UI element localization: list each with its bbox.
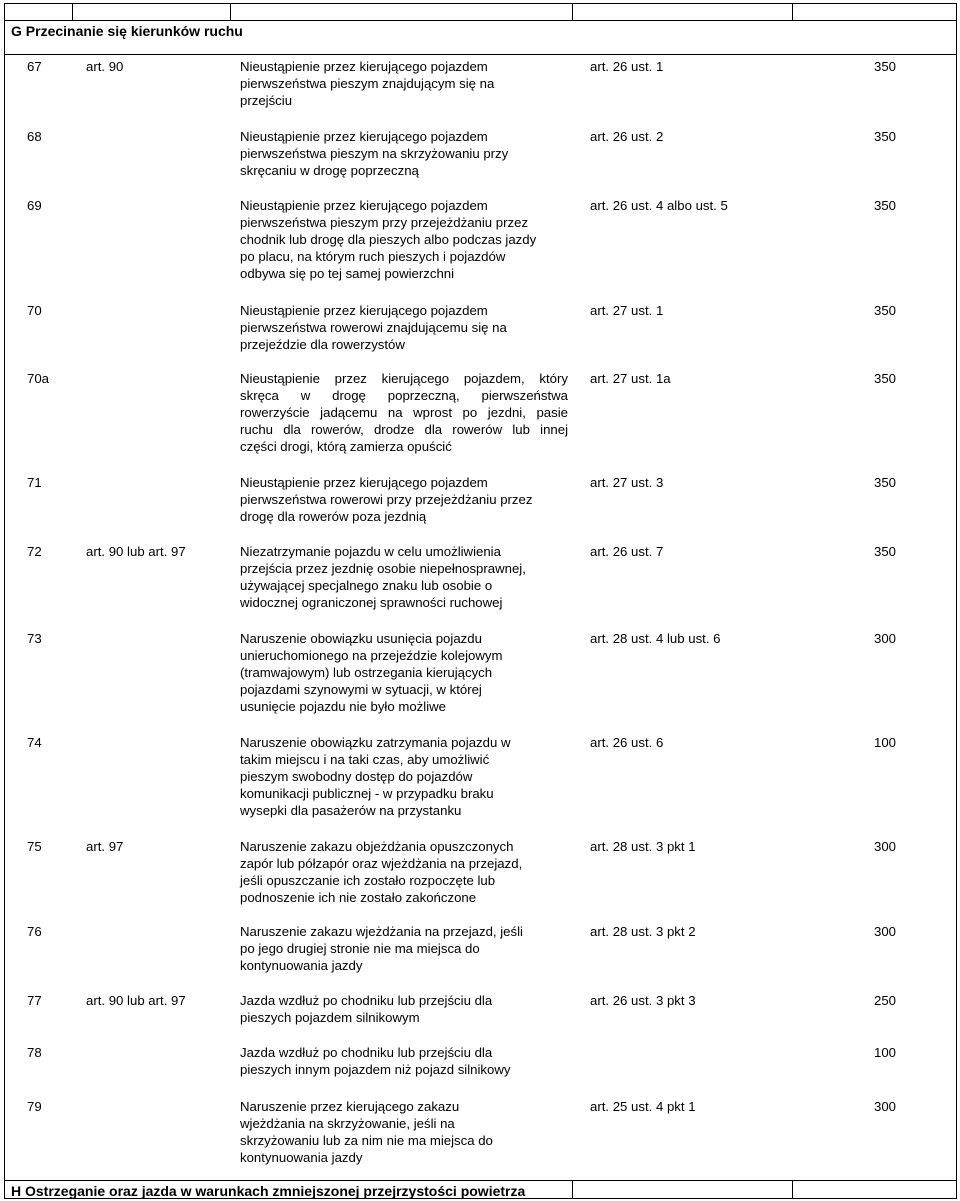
description-line: chodnik lub drogę dla pieszych albo podczas jazdy [240, 232, 537, 247]
row-description [240, 1044, 568, 1078]
description-line: kontynuowania jazdy [240, 958, 363, 973]
row-number: 71 [27, 475, 42, 490]
description-line: kontynuowania jazdy [240, 1150, 363, 1165]
row-number: 67 [27, 59, 42, 74]
description-line: Nieustąpienie przez kierującego pojazdem [240, 303, 488, 318]
description-line: Jazda wzdłuż po chodniku lub przejściu dla [240, 993, 493, 1008]
description-line: Naruszenie zakazu objeżdżania opuszczonych [240, 839, 514, 854]
description-line: Jazda wzdłuż po chodniku lub przejściu dla [240, 1045, 493, 1060]
row-legal-basis: art. 26 ust. 2 [590, 129, 664, 144]
description-line: przejścia przez jezdnię osobie niepełnosprawnej, [240, 561, 526, 576]
description-line: skrzyżowaniu lub za nim nie ma miejsca do [240, 1133, 493, 1148]
description-line: pierwszeństwa pieszym znajdującym się na [240, 76, 495, 91]
description-line: używającej specjalnego znaku lub osobie o [240, 578, 493, 593]
header-divider-2 [4, 54, 957, 55]
frame-left [4, 3, 5, 1198]
description-line: części drogi, którą zamierza opuścić [240, 439, 452, 454]
row-fine-amount: 300 [873, 839, 896, 854]
description-line: Nieustąpienie przez kierującego pojazdem [240, 475, 488, 490]
row-description [240, 543, 568, 611]
description-line: takim miejscu i na taki czas, aby umożliwić [240, 752, 490, 767]
description-line: Nieustąpienie przez kierującego pojazdem [240, 198, 488, 213]
row-fine-amount: 350 [873, 129, 896, 144]
row-article: art. 90 lub art. 97 [86, 993, 186, 1008]
row-legal-basis: art. 26 ust. 6 [590, 735, 664, 750]
row-fine-amount: 350 [873, 475, 896, 490]
description-line: usunięcie pojazdu nie było możliwe [240, 699, 446, 714]
description-line: po placu, na którym ruch pieszych i pojazdów [240, 249, 506, 264]
col-sep-4 [792, 3, 793, 21]
footer-divider [4, 1180, 957, 1181]
description-line: pierwszeństwa pieszym przy przejeżdżaniu przez [240, 215, 529, 230]
description-line: pojazdami szynowymi w sytuacji, w której [240, 682, 482, 697]
description-line: pierwszeństwa rowerowi przy przejeżdżaniu przez [240, 492, 533, 507]
row-fine-amount: 350 [873, 303, 896, 318]
col-sep-2 [230, 3, 231, 21]
row-description [240, 197, 568, 282]
row-number: 75 [27, 839, 42, 854]
description-line: przejeździe dla rowerzystów [240, 337, 405, 352]
description-line: pierwszeństwa rowerowi znajdującemu się na [240, 320, 507, 335]
row-legal-basis: art. 27 ust. 1 [590, 303, 664, 318]
description-line: przejściu [240, 93, 293, 108]
row-legal-basis: art. 26 ust. 4 albo ust. 5 [590, 198, 728, 213]
description-line: po jego drugiej stronie nie ma miejsca do [240, 941, 480, 956]
description-line: pieszych pojazdem silnikowym [240, 1010, 420, 1025]
row-fine-amount: 350 [873, 198, 896, 213]
header-divider-1 [4, 20, 957, 21]
description-line: widocznej ograniczonej sprawności ruchowej [240, 595, 503, 610]
row-fine-amount: 350 [873, 371, 896, 386]
description-line: odbywa się po tej samej powierzchni [240, 266, 455, 281]
row-fine-amount: 350 [873, 59, 896, 74]
row-fine-amount: 300 [873, 1099, 896, 1114]
description-line: rowerzyście jadącemu na wprost po jezdni, pasie [240, 405, 568, 420]
col-sep-5 [572, 1180, 573, 1199]
description-line: skręcaniu w drogę poprzeczną [240, 163, 419, 178]
row-description [240, 630, 568, 715]
row-description [240, 128, 568, 179]
row-legal-basis: art. 28 ust. 4 lub ust. 6 [590, 631, 721, 646]
row-fine-amount: 350 [873, 544, 896, 559]
row-fine-amount: 100 [873, 735, 896, 750]
row-article: art. 90 [86, 59, 124, 74]
description-line: pieszym swobodny dostęp do pojazdów [240, 769, 473, 784]
description-line: (tramwajowym) lub ostrzegania kierujących [240, 665, 493, 680]
col-sep-6 [792, 1180, 793, 1199]
row-description [240, 58, 568, 109]
section-h-title: H Ostrzeganie oraz jazda w warunkach zmniejszonej przejrzystości powietrza [11, 1183, 526, 1199]
description-line: jeśli opuszczanie ich zostało rozpoczęte lub [240, 873, 496, 888]
row-article: art. 90 lub art. 97 [86, 544, 186, 559]
row-description [240, 838, 568, 906]
row-fine-amount: 300 [873, 631, 896, 646]
row-description [240, 302, 568, 353]
description-line: wysepki dla pasażerów na przystanku [240, 803, 462, 818]
row-fine-amount: 100 [873, 1045, 896, 1060]
row-number: 72 [27, 544, 42, 559]
row-number: 78 [27, 1045, 42, 1060]
description-line: unieruchomionego na przejeździe kolejowym [240, 648, 503, 663]
description-line: Naruszenie obowiązku usunięcia pojazdu [240, 631, 482, 646]
row-legal-basis: art. 26 ust. 7 [590, 544, 664, 559]
row-description [240, 992, 568, 1026]
row-article: art. 97 [86, 839, 124, 854]
description-line: podnoszenie ich nie zostało zakończone [240, 890, 477, 905]
description-line: Nieustąpienie przez kierującego pojazdem [240, 129, 488, 144]
row-number: 79 [27, 1099, 42, 1114]
row-legal-basis: art. 26 ust. 1 [590, 59, 664, 74]
description-line: pieszych innym pojazdem niż pojazd silnikowy [240, 1062, 511, 1077]
row-legal-basis: art. 27 ust. 3 [590, 475, 664, 490]
description-line: wjeżdżania na skrzyżowanie, jeśli na [240, 1116, 455, 1131]
row-number: 70 [27, 303, 42, 318]
row-number: 76 [27, 924, 42, 939]
row-number: 70a [27, 371, 50, 386]
row-description [240, 734, 568, 819]
row-legal-basis: art. 25 ust. 4 pkt 1 [590, 1099, 696, 1114]
description-line: komunikacji publicznej - w przypadku braku [240, 786, 494, 801]
row-fine-amount: 300 [873, 924, 896, 939]
row-legal-basis: art. 26 ust. 3 pkt 3 [590, 993, 696, 1008]
row-number: 74 [27, 735, 42, 750]
description-line: drogę dla rowerów poza jezdnią [240, 509, 427, 524]
description-line: Naruszenie przez kierującego zakazu [240, 1099, 460, 1114]
row-number: 73 [27, 631, 42, 646]
description-line: Niezatrzymanie pojazdu w celu umożliwienia [240, 544, 501, 559]
row-legal-basis: art. 28 ust. 3 pkt 1 [590, 839, 696, 854]
row-description [240, 923, 568, 974]
description-line: zapór lub półzapór oraz wjeżdżania na przejazd, [240, 856, 523, 871]
row-legal-basis: art. 28 ust. 3 pkt 2 [590, 924, 696, 939]
section-g-title: G Przecinanie się kierunków ruchu [11, 23, 243, 39]
description-line: Nieustąpienie przez kierującego pojazdem, który [240, 371, 568, 386]
row-fine-amount: 250 [873, 993, 896, 1008]
frame-top [4, 3, 957, 4]
row-description [240, 370, 568, 455]
description-line: Naruszenie zakazu wjeżdżania na przejazd, jeśli [240, 924, 523, 939]
description-line: Nieustąpienie przez kierującego pojazdem [240, 59, 488, 74]
description-line: pierwszeństwa pieszym na skrzyżowaniu przy [240, 146, 509, 161]
row-number: 77 [27, 993, 42, 1008]
description-line: ruchu dla rowerów, drodze dla rowerów lub innej [240, 422, 568, 437]
row-description [240, 474, 568, 525]
frame-right [956, 3, 957, 1198]
row-description [240, 1098, 568, 1166]
description-line: skręca w drogę poprzeczną, pierwszeństwa [240, 388, 568, 403]
description-line: Naruszenie obowiązku zatrzymania pojazdu w [240, 735, 511, 750]
col-sep-1 [72, 3, 73, 21]
col-sep-3 [572, 3, 573, 21]
row-legal-basis: art. 27 ust. 1a [590, 371, 671, 386]
row-number: 69 [27, 198, 42, 213]
row-number: 68 [27, 129, 42, 144]
